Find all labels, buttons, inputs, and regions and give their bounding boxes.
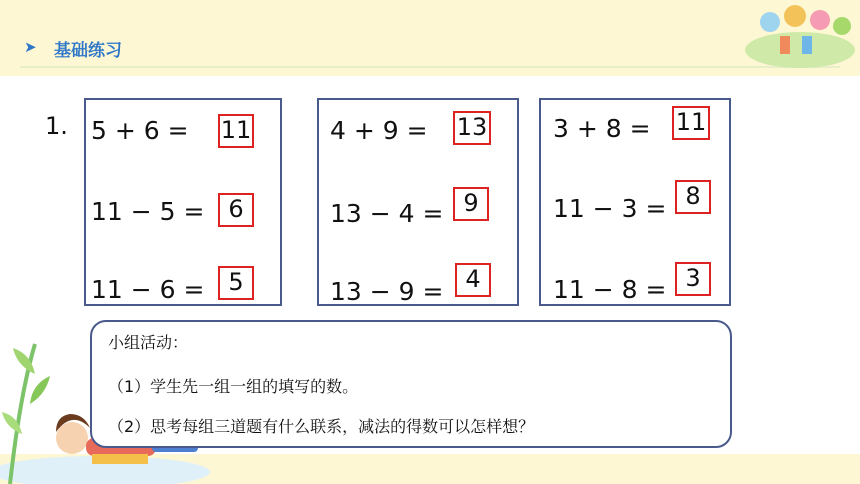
equation-expression: 13 − 4 = bbox=[330, 199, 444, 228]
answer-box[interactable]: 6 bbox=[218, 193, 254, 227]
equation-expression: 5 + 6 = bbox=[91, 116, 189, 145]
answer-box[interactable]: 5 bbox=[218, 266, 254, 300]
equation-expression: 13 − 9 = bbox=[330, 277, 444, 306]
question-number: 1. bbox=[45, 112, 68, 140]
header-banner bbox=[0, 0, 860, 76]
equation-expression: 3 + 8 = bbox=[553, 114, 651, 143]
answer-box[interactable]: 11 bbox=[672, 106, 710, 140]
group-activity-note bbox=[90, 320, 732, 448]
activity-title: 小组活动： bbox=[108, 333, 189, 352]
answer-box[interactable]: 8 bbox=[675, 180, 711, 214]
answer-box[interactable]: 3 bbox=[675, 262, 711, 296]
header-divider bbox=[20, 66, 840, 68]
play-arrow-icon: ➤ bbox=[24, 38, 37, 56]
equation-expression: 11 − 6 = bbox=[91, 275, 205, 304]
equation-expression: 4 + 9 = bbox=[330, 116, 428, 145]
answer-box[interactable]: 11 bbox=[218, 114, 254, 148]
numbers-decoration-icon bbox=[740, 0, 860, 70]
activity-item: （1）学生先一组一组的填写的数。 bbox=[108, 377, 359, 396]
section-title: 基础练习 bbox=[54, 41, 122, 61]
answer-box[interactable]: 9 bbox=[453, 187, 489, 221]
activity-item: （2）思考每组三道题有什么联系，减法的得数可以怎样想？ bbox=[108, 417, 535, 436]
answer-box[interactable]: 13 bbox=[453, 111, 491, 145]
equation-expression: 11 − 5 = bbox=[91, 197, 205, 226]
equation-expression: 11 − 3 = bbox=[553, 194, 667, 223]
answer-box[interactable]: 4 bbox=[455, 263, 491, 297]
equation-expression: 11 − 8 = bbox=[553, 275, 667, 304]
